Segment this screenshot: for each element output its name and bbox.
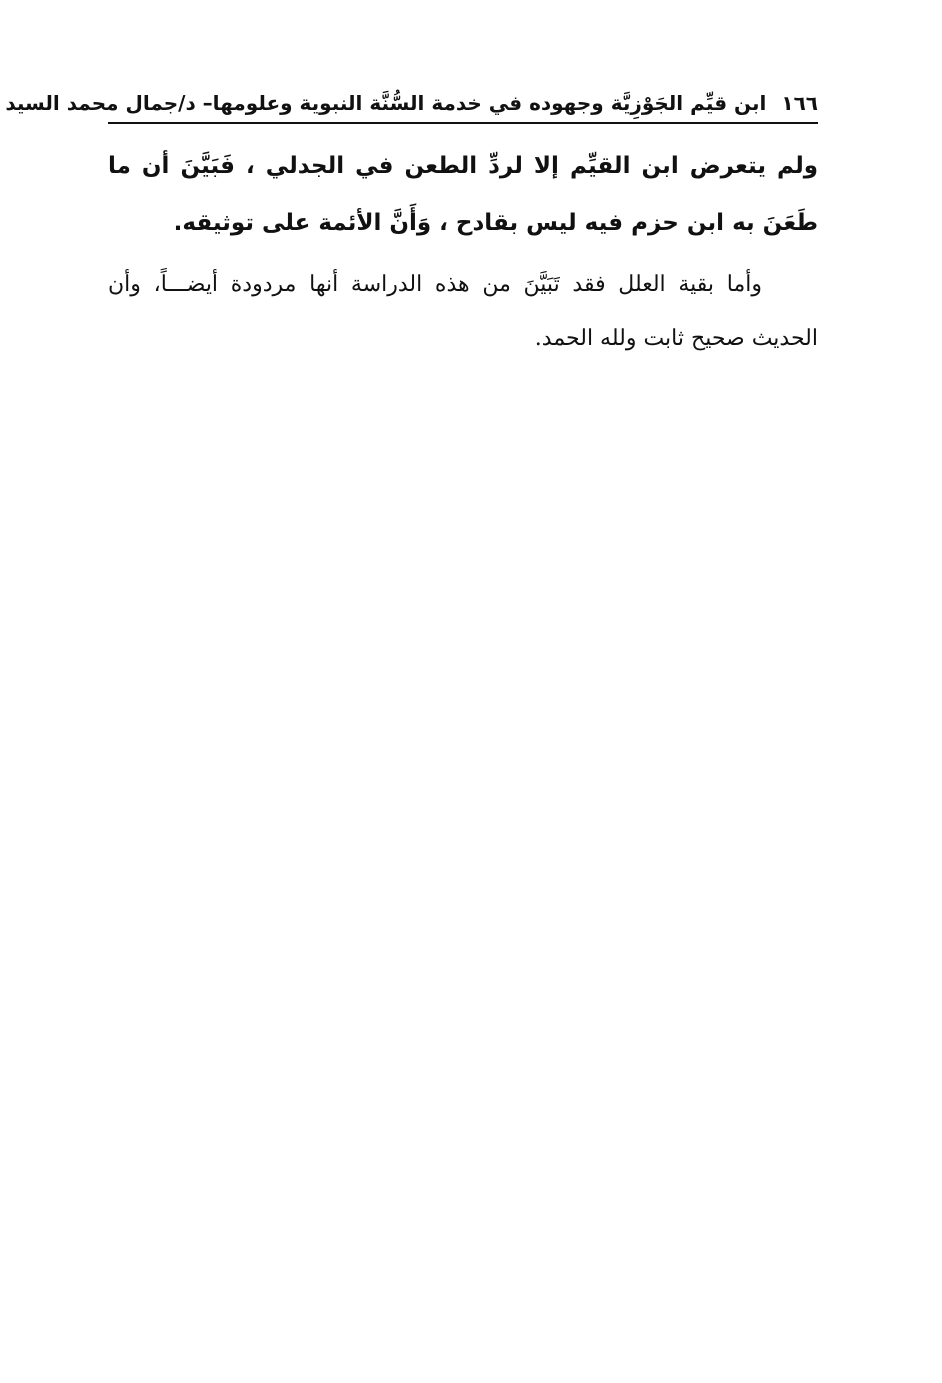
header-title: ابن قيِّم الجَوْزِيَّة وجهوده في خدمة السُّنَّة النبوية وعلومها– د/جمال محمد السيد	[5, 91, 767, 115]
bold-paragraph: ولم يتعرض ابن القيِّم إلا لردِّ الطعن في الجدلي ، فَبَيَّنَ أن ما طَعَنَ به ابن حزم فيه ليس بقادح ، وَأَنَّ الأئمة على توثيقه.	[108, 153, 818, 236]
body-paragraph: وأما بقية العلل فقد تَبَيَّنَ من هذه الدراسة أنها مردودة أيضـــاً، وأن الحديث صحيح ثابت ولله الحمد.	[108, 272, 818, 351]
running-header	[5, 88, 818, 124]
page-number: ١٦٦	[781, 91, 818, 115]
